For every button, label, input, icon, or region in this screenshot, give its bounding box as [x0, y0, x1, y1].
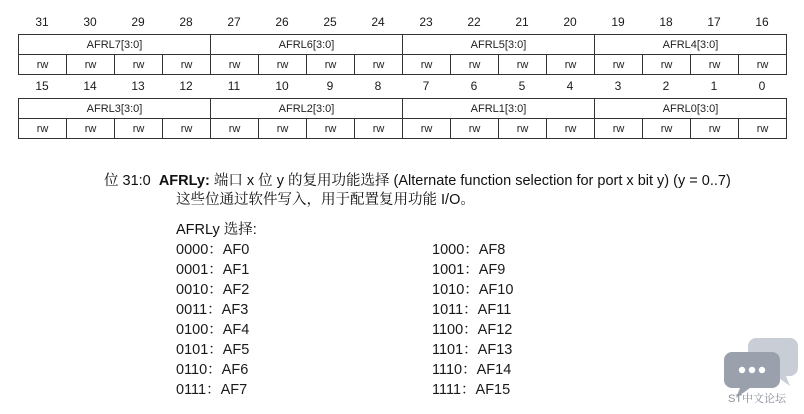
- bit-number: 2: [662, 79, 670, 93]
- access-cell: rw: [691, 55, 739, 75]
- access-cell: rw: [19, 119, 67, 139]
- bit-number: 0: [758, 79, 766, 93]
- access-row: [19, 55, 787, 75]
- field-cell: AFRL0[3:0]: [595, 99, 787, 119]
- bit-number: 8: [374, 79, 382, 93]
- list-item: 1000：AF8: [432, 242, 506, 258]
- bit-number: 18: [659, 15, 673, 29]
- field-cell: AFRL2[3:0]: [211, 99, 403, 119]
- access-cell: rw: [259, 119, 307, 139]
- bit-number: 30: [83, 15, 97, 29]
- bit-number: 17: [707, 15, 721, 29]
- field-name: AFRLy:: [158, 173, 210, 189]
- access-cell: rw: [451, 119, 499, 139]
- access-cell: rw: [451, 55, 499, 75]
- access-cell: rw: [67, 119, 115, 139]
- access-cell: rw: [547, 119, 595, 139]
- bit-number: 19: [611, 15, 625, 29]
- bit-number: 15: [35, 79, 49, 93]
- bit-number: 24: [371, 15, 385, 29]
- bit-number: 5: [518, 79, 526, 93]
- field-cell: AFRL6[3:0]: [211, 35, 403, 55]
- bit-number: 16: [755, 15, 769, 29]
- access-cell: rw: [163, 55, 211, 75]
- bit-range-label: 位 31:0: [104, 173, 151, 189]
- bit-description-line2: 这些位通过软件写入，用于配置复用功能 I/O。: [176, 192, 475, 208]
- field-cell: AFRL4[3:0]: [595, 35, 787, 55]
- options-left-list: [176, 240, 249, 400]
- bit-number: 31: [35, 15, 49, 29]
- bit-number: 12: [179, 79, 193, 93]
- bit-number: 27: [227, 15, 241, 29]
- bit-number: 20: [563, 15, 577, 29]
- access-row: [19, 119, 787, 139]
- access-cell: rw: [499, 119, 547, 139]
- access-cell: rw: [355, 55, 403, 75]
- bit-number: 14: [83, 79, 97, 93]
- list-item: 0010：AF2: [176, 282, 250, 298]
- bit-number: 3: [614, 79, 622, 93]
- access-cell: rw: [403, 55, 451, 75]
- bit-number: 1: [710, 79, 718, 93]
- access-cell: rw: [643, 119, 691, 139]
- list-item: 1100：AF12: [432, 322, 513, 338]
- field-cell: AFRL5[3:0]: [403, 35, 595, 55]
- bit-numbers-low: [18, 79, 786, 93]
- list-item: 1010：AF10: [432, 282, 514, 298]
- access-cell: rw: [163, 119, 211, 139]
- access-cell: rw: [355, 119, 403, 139]
- bit-number: 29: [131, 15, 145, 29]
- access-cell: rw: [115, 119, 163, 139]
- bit-numbers-high: [18, 15, 786, 29]
- bit-number: 7: [422, 79, 430, 93]
- access-cell: rw: [307, 55, 355, 75]
- bit-number: 28: [179, 15, 193, 29]
- field-summary: 端口 x 位 y 的复用功能选择 (Alternate function selection for port x bit y) (y = 0..7): [213, 173, 731, 189]
- bit-description-line1: [104, 172, 731, 190]
- selection-title: AFRLy 选择:: [176, 222, 257, 238]
- bit-number: 9: [326, 79, 334, 93]
- options-right-list: [432, 240, 513, 400]
- bit-number: 25: [323, 15, 337, 29]
- access-cell: rw: [595, 55, 643, 75]
- field-cell: AFRL3[3:0]: [19, 99, 211, 119]
- list-item: 0111：AF7: [176, 382, 248, 398]
- bit-number: 11: [227, 79, 241, 93]
- access-cell: rw: [211, 119, 259, 139]
- list-item: 0100：AF4: [176, 322, 250, 338]
- bit-number: 26: [275, 15, 289, 29]
- access-cell: rw: [67, 55, 115, 75]
- watermark-text: ST中文论坛: [728, 393, 787, 405]
- list-item: 0011：AF3: [176, 302, 249, 318]
- access-cell: rw: [499, 55, 547, 75]
- access-cell: rw: [259, 55, 307, 75]
- field-cell: AFRL7[3:0]: [19, 35, 211, 55]
- access-cell: rw: [595, 119, 643, 139]
- list-item: 1011：AF11: [432, 302, 512, 318]
- register-table-high: [18, 34, 787, 75]
- bit-number: 4: [566, 79, 574, 93]
- list-item: 0101：AF5: [176, 342, 250, 358]
- access-cell: rw: [691, 119, 739, 139]
- access-cell: rw: [115, 55, 163, 75]
- register-table-low: [18, 98, 787, 139]
- access-cell: rw: [211, 55, 259, 75]
- access-cell: rw: [547, 55, 595, 75]
- access-cell: rw: [643, 55, 691, 75]
- list-item: 1001：AF9: [432, 262, 506, 278]
- bit-number: 22: [467, 15, 481, 29]
- list-item: 1101：AF13: [432, 342, 513, 358]
- access-cell: rw: [739, 55, 787, 75]
- access-cell: rw: [307, 119, 355, 139]
- bit-number: 6: [470, 79, 478, 93]
- bit-number: 10: [275, 79, 289, 93]
- list-item: 0000：AF0: [176, 242, 250, 258]
- list-item: 0001：AF1: [176, 262, 250, 278]
- field-cell: AFRL1[3:0]: [403, 99, 595, 119]
- list-item: 1111：AF15: [432, 382, 511, 398]
- list-item: 0110：AF6: [176, 362, 249, 378]
- bit-number: 23: [419, 15, 433, 29]
- list-item: 1110：AF14: [432, 362, 512, 378]
- access-cell: rw: [403, 119, 451, 139]
- access-cell: rw: [19, 55, 67, 75]
- bit-number: 13: [131, 79, 145, 93]
- access-cell: rw: [739, 119, 787, 139]
- bit-number: 21: [515, 15, 529, 29]
